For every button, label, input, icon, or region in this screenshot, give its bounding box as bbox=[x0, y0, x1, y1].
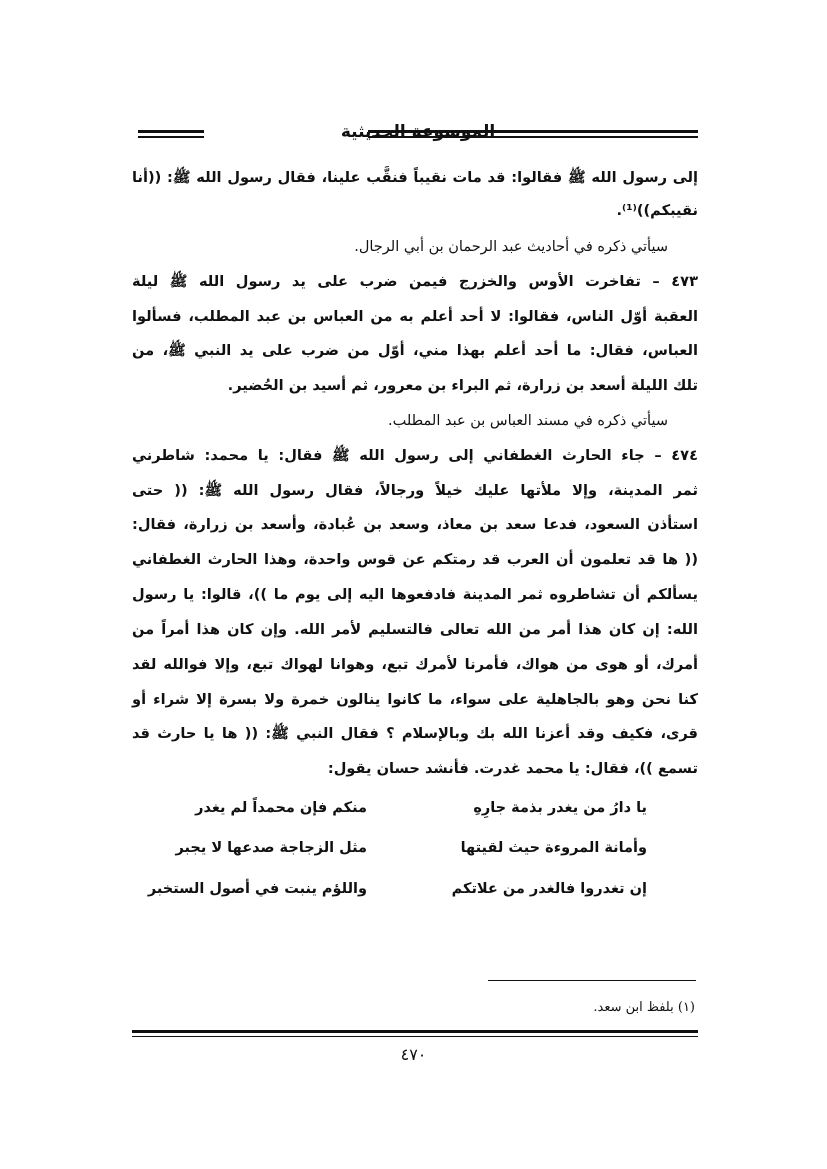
hadith-474-line-5: يسألكم أن تشاطروه ثمر المدينة فادفعوها اليه إلى يوم ما ))، قالوا: يا رسول bbox=[132, 586, 698, 603]
hadith-474-line-3: استأذن السعود، فدعا سعد بن معاذ، وسعد بن عُبادة، وأسعد بن زرارة، فقال: bbox=[132, 516, 698, 533]
cross-reference-2: سيأتي ذكره في مسند العباس بن عبد المطلب. bbox=[387, 413, 668, 429]
hadith-474-line-8: كنا نحن وهو بالجاهلية على سواء، ما كانوا ينالون خمرة ولا بسرة إلا شراء أو bbox=[132, 691, 698, 708]
poem-verse-2-right: وأمانة المروءة حيث لقيتها bbox=[460, 840, 647, 856]
footnote: (١) بلفظ ابن سعد. bbox=[593, 1000, 695, 1015]
header-title: الموسوعة الحديثية bbox=[340, 122, 496, 142]
hadith-474-line-10: تسمع ))، فقال: يا محمد غدرت. فأنشد حسان يقول: bbox=[327, 760, 698, 777]
footer-rule-thin bbox=[132, 1036, 698, 1037]
hadith-473-line-1: ٤٧٣ – تفاخرت الأوس والخزرج فيمن ضرب على يد رسول الله ﷺ ليلة bbox=[132, 273, 698, 290]
hadith-473-line-2: العقبة أوّل الناس، فقالوا: لا أحد أعلم به من العباس بن عبد المطلب، فسألوا bbox=[132, 308, 698, 325]
body-line-2: نقيبكم))⁽¹⁾. bbox=[616, 202, 698, 219]
poem-verse-1-right: يا دارُ من يغدر بذمة جارِهِ bbox=[473, 800, 647, 816]
hadith-474-line-6: الله: إن كان هذا أمر من الله تعالى فالتسليم لأمر الله. وإن كان هذا أمراً من bbox=[132, 621, 698, 638]
hadith-474-line-4: (( ها قد تعلمون أن العرب قد رمتكم عن قوس واحدة، وهذا الحارث الغطفاني bbox=[132, 551, 698, 568]
body-line-1: إلى رسول الله ﷺ فقالوا: قد مات نقيباً فنقَّب علينا، فقال رسول الله ﷺ: ((أنا bbox=[132, 169, 698, 186]
footnote-separator bbox=[488, 980, 696, 981]
hadith-474-line-2: ثمر المدينة، وإلا ملأتها عليك خيلاً ورجالاً، فقال رسول الله ﷺ: (( حتى bbox=[132, 482, 698, 499]
poem-verse-2-left: مثل الزجاجة صدعها لا يجبر bbox=[175, 840, 367, 856]
cross-reference-1: سيأتي ذكره في أحاديث عبد الرحمان بن أبي الرجال. bbox=[354, 239, 668, 255]
poem-verse-1-left: منكم فإن محمداً لم يغدر bbox=[195, 800, 367, 816]
hadith-474-line-1: ٤٧٤ – جاء الحارث الغطفاني إلى رسول الله ﷺ فقال: يا محمد: شاطرني bbox=[132, 447, 698, 464]
hadith-473-line-4: تلك الليلة أسعد بن زرارة، ثم البراء بن معرور، ثم أسيد بن الحُضير. bbox=[227, 377, 698, 394]
hadith-474-line-9: قرى، فكيف وقد أعزنا الله بك وبالإسلام ؟ فقال النبي ﷺ: (( ها يا حارث قد bbox=[132, 725, 698, 742]
hadith-474-line-7: أمرك، أو هوى من هواك، فأمرنا لأمرك تبع، وهوانا لهواك تبع، وإلا فوالله لقد bbox=[132, 656, 698, 673]
page-header bbox=[138, 118, 698, 158]
page-number: ٤٧٠ bbox=[400, 1045, 427, 1064]
footer-rule bbox=[132, 1030, 698, 1033]
poem-verse-3-left: واللؤم ينبت في أصول الستخبر bbox=[147, 881, 367, 897]
hadith-473-line-3: العباس، فقال: ما أحد أعلم بهذا مني، أوّل من ضرب على يد النبي ﷺ، من bbox=[132, 342, 698, 359]
poem-verse-3-right: إن تغدروا فالغدر من علاتكم bbox=[451, 881, 647, 897]
